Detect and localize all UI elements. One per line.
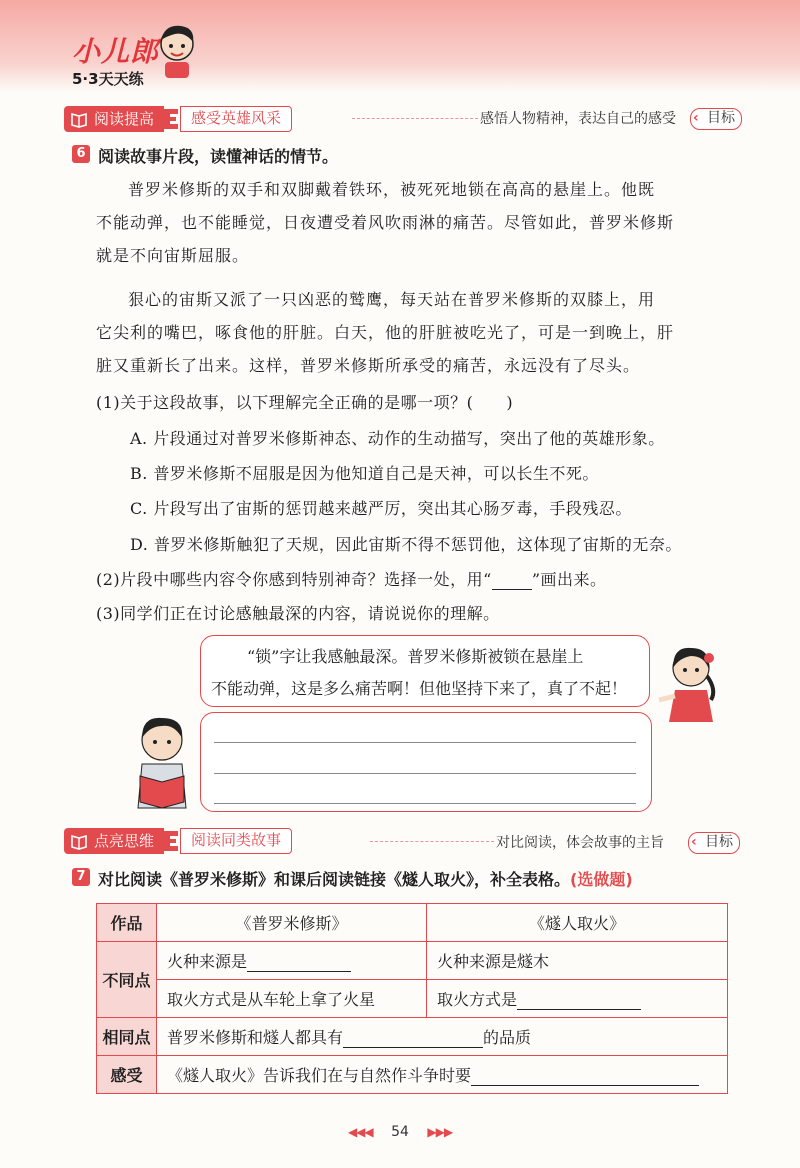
story-paragraph-2 (96, 283, 736, 382)
section-header-thinking (64, 827, 292, 855)
boy-reading-illustration-icon (128, 710, 198, 810)
story-line: 狠心的宙斯又派了一只凶恶的鹫鹰，每天站在普罗米修斯的双膝上，用 (128, 290, 656, 309)
answer-line[interactable] (214, 773, 636, 774)
fill-blank[interactable] (471, 1085, 699, 1086)
goal-badge (690, 108, 742, 130)
cell-text: 火种来源是 (167, 952, 248, 971)
section-tag-label: 阅读提高 (94, 110, 155, 128)
table-row (97, 980, 728, 1018)
table-cell[interactable] (157, 942, 427, 980)
table-cell: 火种来源是燧木 (427, 942, 728, 980)
table-header: 不同点 (97, 942, 157, 1018)
table-cell: 《普罗米修斯》 (157, 904, 427, 942)
cell-text: 的品质 (483, 1028, 532, 1047)
next-arrows-icon: ▶▶▶ (427, 1125, 453, 1139)
story-paragraph-1 (96, 173, 736, 272)
bubble-line: “锁”字让我感触最深。普罗米修斯被锁在悬崖上 (247, 647, 584, 666)
comparison-table (96, 903, 728, 1094)
fill-blank[interactable] (517, 1009, 641, 1010)
option-b[interactable]: B. 普罗米修斯不屈服是因为他知道自己是天神，可以长生不死。 (130, 464, 599, 483)
cell-text: 取火方式是 (437, 990, 518, 1009)
section-subtitle: 阅读同类故事 (180, 828, 292, 854)
section-goal-text: 对比阅读，体会故事的主旨 (496, 835, 664, 851)
story-line: 普罗米修斯的双手和双脚戴着铁环，被死死地锁在高高的悬崖上。他既 (128, 180, 656, 199)
brand-name: 小儿郎 (72, 35, 160, 68)
e-bracket-icon (164, 828, 180, 854)
table-header: 作品 (97, 904, 157, 942)
goal-badge (688, 832, 740, 854)
option-d[interactable]: D. 普罗米修斯触犯了天规，因此宙斯不得不惩罚他，这体现了宙斯的无奈。 (130, 535, 682, 554)
section-divider (370, 841, 494, 842)
sub-question-2 (96, 567, 607, 590)
sub-question-1: (1)关于这段故事，以下理解完全正确的是哪一项？( ) (96, 393, 514, 412)
table-cell[interactable] (427, 980, 728, 1018)
answer-line[interactable] (214, 803, 636, 804)
bubble-line: 不能动弹，这是多么痛苦啊！但他坚持下来了，真了不起！ (211, 679, 628, 698)
question-7-title (98, 867, 633, 890)
table-row (97, 942, 728, 980)
book-icon (70, 110, 88, 128)
table-row (97, 1056, 728, 1094)
sub-question-2-text-end: ”画出来。 (531, 570, 607, 589)
boy-mascot-icon (155, 20, 199, 80)
brand-logo (72, 30, 159, 89)
option-c[interactable]: C. 片段写出了宙斯的惩罚越来越严厉，突出其心肠歹毒，手段残忍。 (130, 499, 632, 518)
section-tag (64, 106, 164, 132)
table-cell: 取火方式是从车轮上拿了火星 (157, 980, 427, 1018)
option-a[interactable]: A. 片段通过对普罗米修斯神态、动作的生动描写，突出了他的英雄形象。 (130, 429, 665, 448)
section-header-reading (64, 105, 292, 133)
table-cell[interactable] (157, 1018, 728, 1056)
section-tag (64, 828, 164, 854)
story-line: 它尖利的嘴巴，啄食他的肝脏。白天，他的肝脏被吃光了，可是一到晚上，肝 (96, 323, 675, 342)
question-7-title-text: 对比阅读《普罗米修斯》和课后阅读链接《燧人取火》，补全表格。 (98, 870, 571, 889)
story-line: 就是不向宙斯屈服。 (96, 246, 250, 265)
answer-line[interactable] (214, 742, 636, 743)
chevron-left-icon: ‹ (693, 110, 699, 126)
girl-illustration-icon (655, 640, 723, 724)
table-row (97, 1018, 728, 1056)
girl-speech-bubble (200, 635, 650, 707)
underline-sample (492, 589, 532, 590)
prev-arrows-icon: ◀◀◀ (347, 1125, 373, 1139)
cell-text: 《燧人取火》告诉我们在与自然作斗争时要 (167, 1066, 472, 1085)
brand-subtitle: 5·3天天练 (72, 70, 144, 88)
page-number (0, 1124, 800, 1140)
section-tag-label: 点亮思维 (94, 832, 155, 850)
book-icon (70, 832, 88, 850)
story-line: 脏又重新长了出来。这样，普罗米修斯所承受的痛苦，永远没有了尽头。 (96, 356, 641, 375)
section-divider (352, 118, 478, 119)
cell-text: 普罗米修斯和燧人都具有 (167, 1028, 344, 1047)
section-goal-text: 感悟人物精神，表达自己的感受 (480, 111, 676, 127)
table-row (97, 904, 728, 942)
sub-question-3: (3)同学们正在讨论感触最深的内容，请说说你的理解。 (96, 604, 500, 623)
fill-blank[interactable] (247, 971, 351, 972)
table-header: 相同点 (97, 1018, 157, 1056)
answer-bubble[interactable] (200, 712, 652, 812)
goal-badge-label: 目标 (707, 110, 735, 126)
optional-tag: (选做题) (570, 870, 633, 889)
chevron-left-icon: ‹ (691, 834, 697, 850)
table-cell: 《燧人取火》 (427, 904, 728, 942)
table-header: 感受 (97, 1056, 157, 1094)
question-number-7: 7 (72, 868, 90, 886)
goal-badge-label: 目标 (705, 834, 733, 850)
table-cell[interactable] (157, 1056, 728, 1094)
sub-question-2-text: (2)片段中哪些内容令你感到特别神奇？选择一处，用“ (96, 570, 492, 589)
question-number-6: 6 (72, 145, 90, 163)
question-6-title: 阅读故事片段，读懂神话的情节。 (98, 147, 339, 166)
story-line: 不能动弹，也不能睡觉，日夜遭受着风吹雨淋的痛苦。尽管如此，普罗米修斯 (96, 213, 675, 232)
fill-blank[interactable] (343, 1047, 483, 1048)
e-bracket-icon (164, 106, 180, 132)
page-number-value: 54 (391, 1124, 409, 1140)
section-subtitle: 感受英雄风采 (180, 106, 292, 132)
